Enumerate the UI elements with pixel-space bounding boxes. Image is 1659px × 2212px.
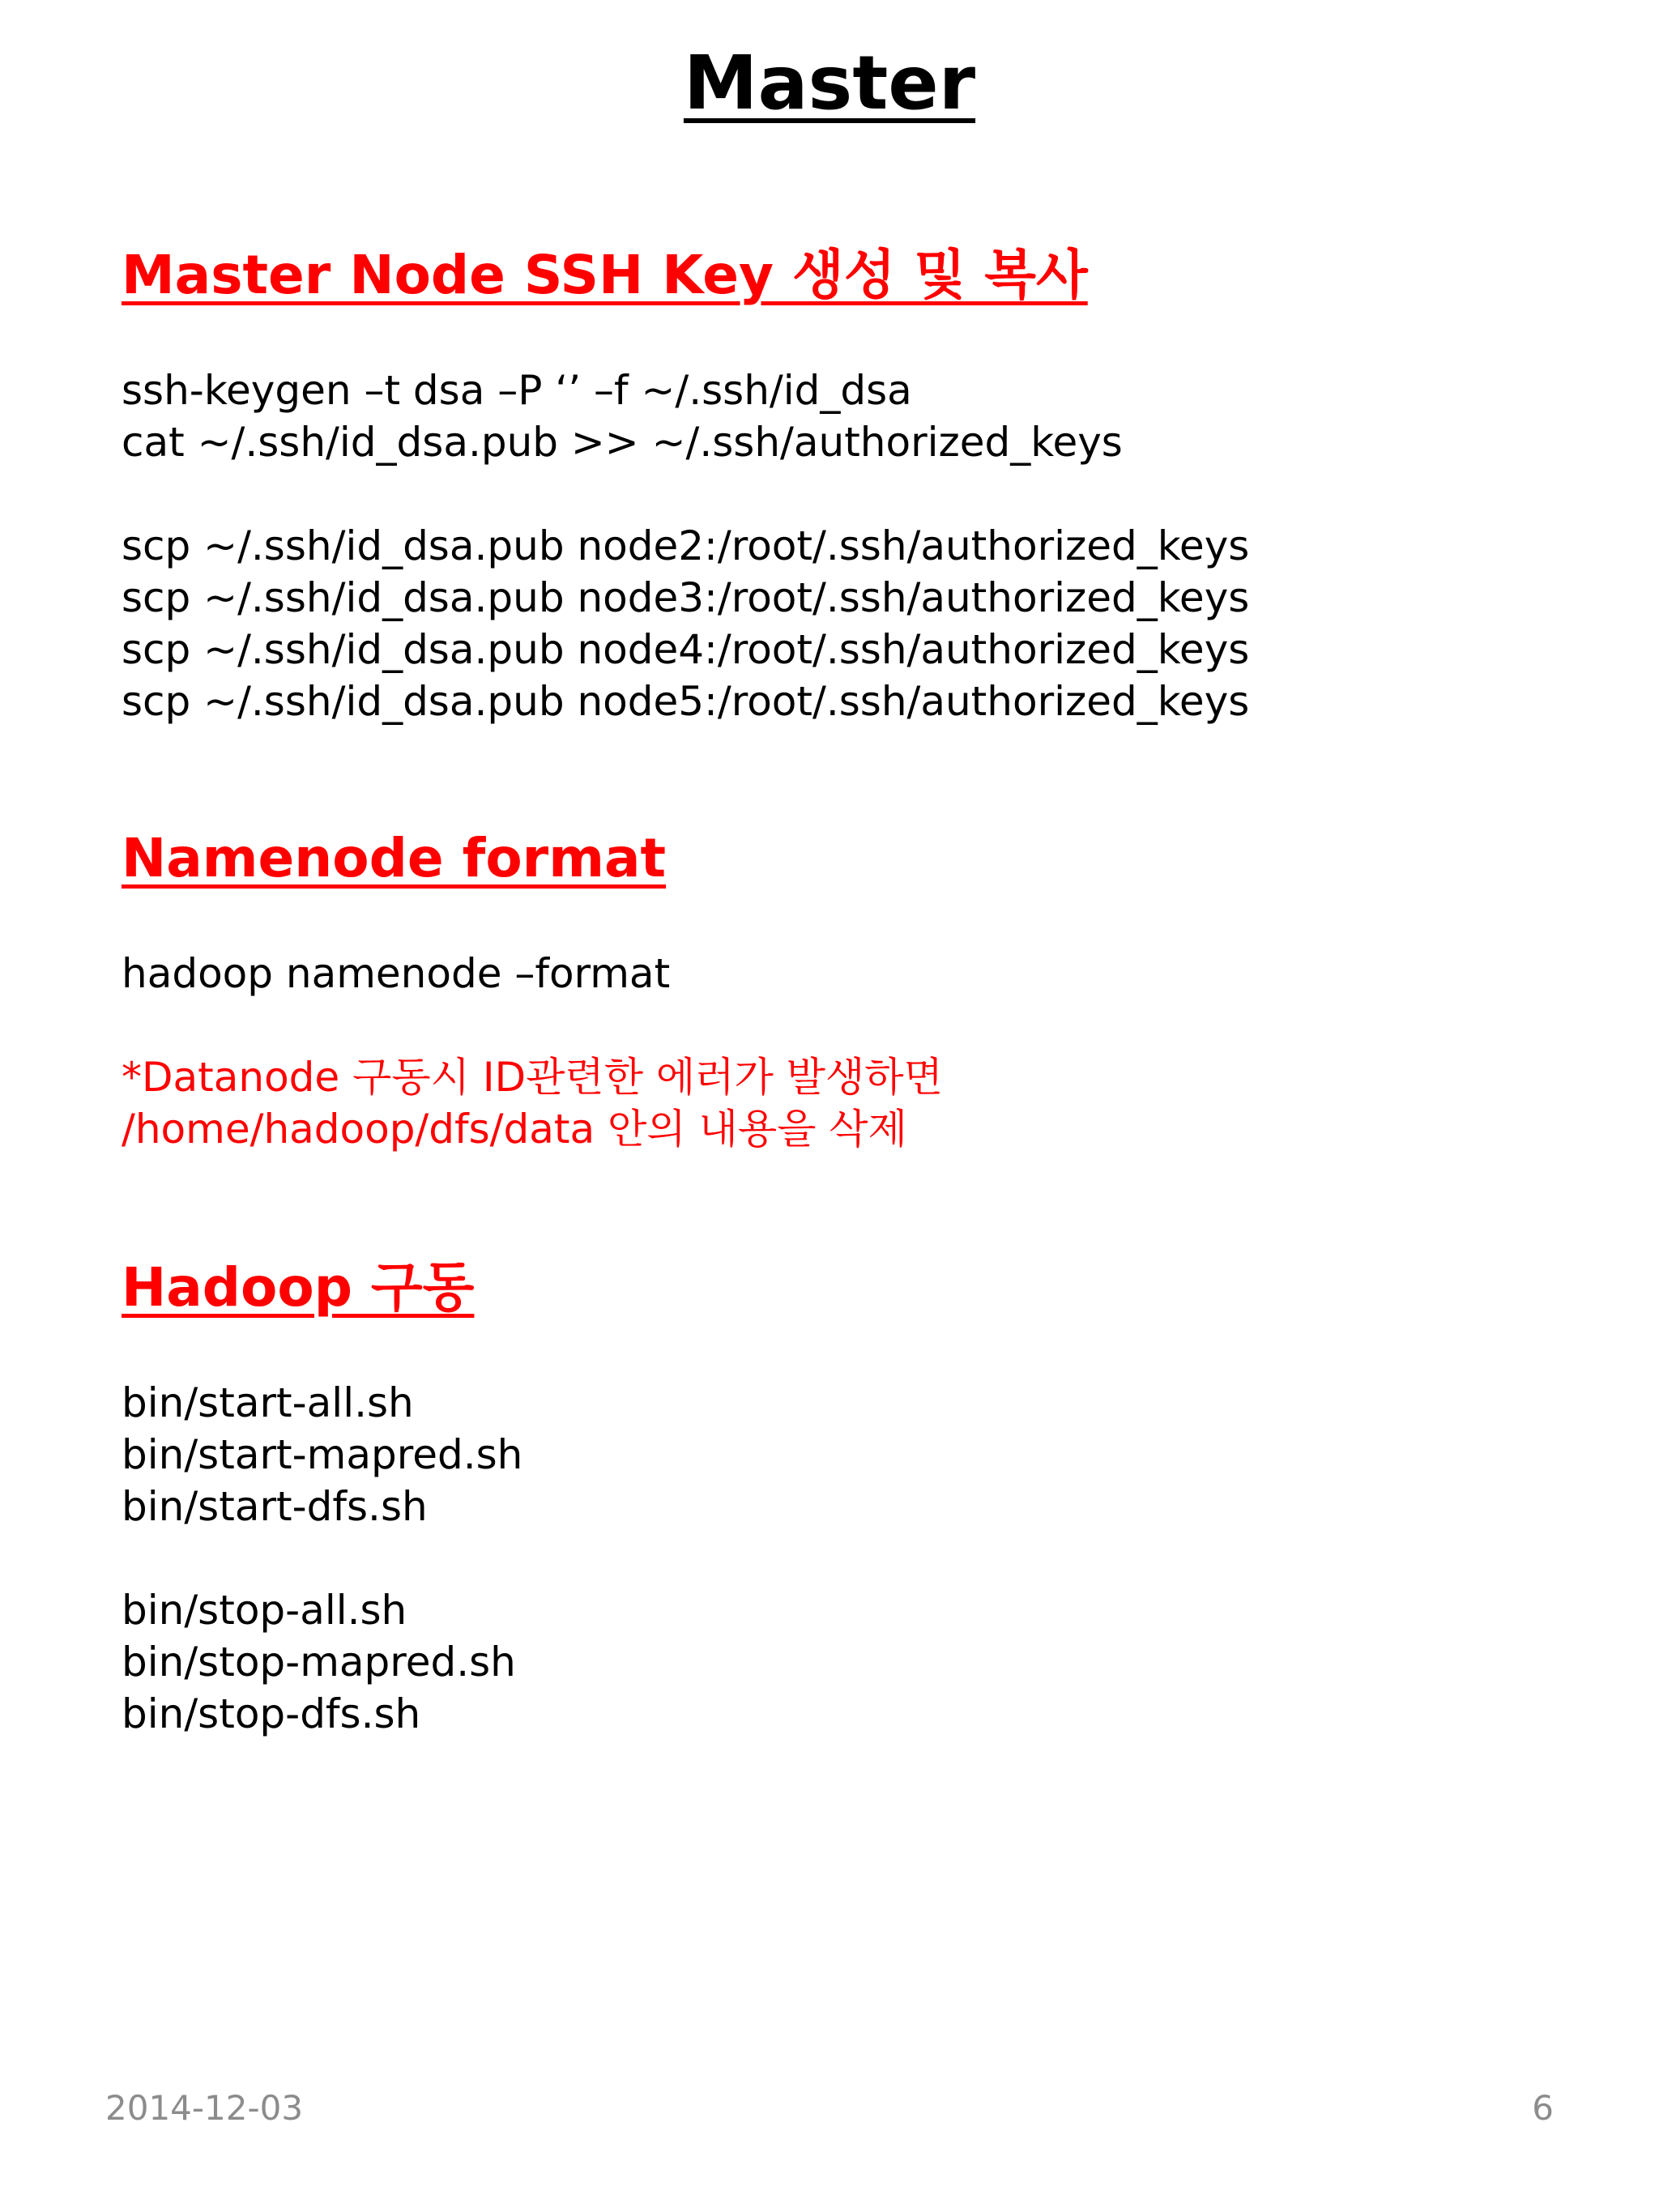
note-line: *Datanode 구동시 ID관련한 에러가 발생하면 [122,1054,943,1101]
datanode-note [122,1051,943,1155]
section-heading-ssh-key: Master Node SSH Key 생성 및 복사 [122,244,1088,306]
command-line: scp ~/.ssh/id_dsa.pub node3:/root/.ssh/authorized_keys [122,574,1250,621]
ssh-commands [122,364,1249,727]
command-line: bin/start-mapred.sh [122,1431,523,1478]
footer-date: 2014-12-03 [105,2088,304,2128]
command-line: bin/stop-dfs.sh [122,1690,421,1737]
blank-line [122,468,1249,520]
command-line: hadoop namenode –format [122,950,671,997]
slide-title: Master [683,40,976,126]
blank-line [122,1532,522,1584]
section-heading-hadoop-start: Hadoop 구동 [122,1256,475,1319]
command-line: bin/start-dfs.sh [122,1483,428,1530]
section-heading-namenode-format: Namenode format [122,827,667,889]
command-line: cat ~/.ssh/id_dsa.pub >> ~/.ssh/authorized_keys [122,419,1123,466]
command-line: scp ~/.ssh/id_dsa.pub node2:/root/.ssh/authorized_keys [122,522,1250,569]
command-line: scp ~/.ssh/id_dsa.pub node5:/root/.ssh/authorized_keys [122,678,1250,725]
command-line: bin/start-all.sh [122,1379,414,1426]
command-line: ssh-keygen –t dsa –P ‘’ –f ~/.ssh/id_dsa [122,367,912,414]
command-line: bin/stop-all.sh [122,1587,407,1634]
command-line: scp ~/.ssh/id_dsa.pub node4:/root/.ssh/authorized_keys [122,626,1250,673]
note-line: /home/hadoop/dfs/data 안의 내용을 삭제 [122,1106,907,1153]
hadoop-commands [122,1377,522,1740]
namenode-commands [122,948,670,999]
command-line: bin/stop-mapred.sh [122,1639,516,1686]
page-number: 6 [1532,2088,1554,2128]
